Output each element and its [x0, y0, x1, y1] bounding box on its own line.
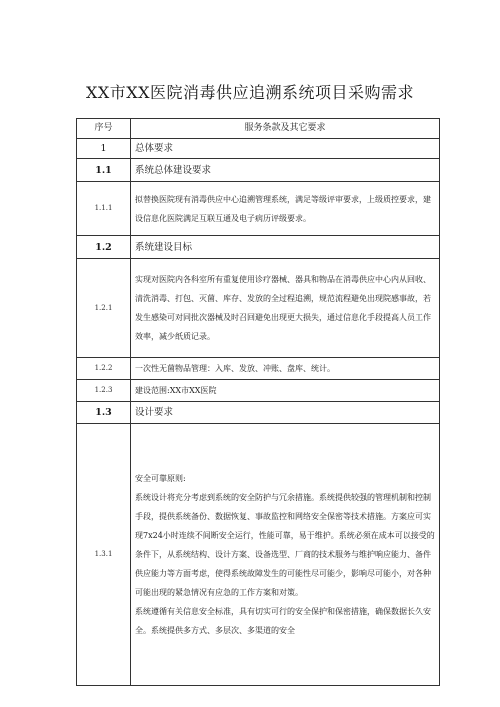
requirements-table [76, 118, 440, 686]
table-row [77, 259, 440, 358]
row-no: 1.1.1 [77, 182, 131, 236]
row-text: 一次性无菌物品管理：入库、发放、冲账、盘库、统计。 [131, 358, 440, 380]
table-row [77, 236, 440, 259]
row-text [131, 424, 440, 686]
row-text: 系统建设目标 [131, 236, 440, 259]
table-row [77, 380, 440, 402]
paragraph-security-standard: 系统遵循有关信息安全标准，具有切实可行的安全保护和保密措施，确保数据长久安全。系统提供多方式、多层次、多渠道的安全 [135, 607, 431, 635]
row-text: 系统总体建设要求 [131, 159, 440, 182]
row-no: 1.2.3 [77, 380, 131, 402]
row-text: 建设范围:XX市XX医院 [131, 380, 440, 402]
row-text: 实现对医院内各科室所有重复使用诊疗器械、器具和物品在消毒供应中心内从回收、清洗消毒、打包、灭菌、库存、发放的全过程追溯，规范流程避免出现院感事故，若发生感染可对同批次器械及时召回避免出现更大损失，通过信息化手段提高人员工作效率，减少纸质记录。 [131, 259, 440, 358]
table-row [77, 159, 440, 182]
paragraph-security-design: 系统设计将充分考虑到系统的安全防护与冗余措施。系统提供较强的管理机制和控制手段，提供系统备份、数据恢复、事故监控和网络安全保密等技术措施。方案应可实现7x24小时连续不间断安全运行，性能可靠，易于维护。系统必须在成本可以接受的条件下，从系统结构、设计方案、设备选型、厂商的技术服务与维护响应能力、备件供应能力等方面考虑，使得系统故障发生的可能性尽可能少，影响尽可能小，对各种可能出现的紧急情况有应急的工作方案和对策。 [135, 493, 435, 597]
table-row [77, 139, 440, 159]
paragraph-principle-heading: 安全可靠原则: [135, 474, 186, 483]
row-text: 拟替换医院现有消毒供应中心追溯管理系统，满足等级评审要求，上级质控要求，建设信息化医院满足互联互通及电子病历评级要求。 [131, 182, 440, 236]
table-header-row [77, 119, 440, 139]
header-no: 序号 [77, 119, 131, 139]
row-no: 1 [77, 139, 131, 159]
row-text: 设计要求 [131, 402, 440, 424]
table-row [77, 402, 440, 424]
row-no: 1.2 [77, 236, 131, 259]
table-row [77, 424, 440, 686]
header-content: 服务条款及其它要求 [131, 119, 440, 139]
row-no: 1.1 [77, 159, 131, 182]
row-no: 1.2.1 [77, 259, 131, 358]
row-no: 1.3.1 [77, 424, 131, 686]
table-row [77, 358, 440, 380]
row-text: 总体要求 [131, 139, 440, 159]
document-title: XX市XX医院消毒供应追溯系统项目采购需求 [85, 83, 415, 102]
row-no: 1.3 [77, 402, 131, 424]
row-no: 1.2.2 [77, 358, 131, 380]
table-row [77, 182, 440, 236]
